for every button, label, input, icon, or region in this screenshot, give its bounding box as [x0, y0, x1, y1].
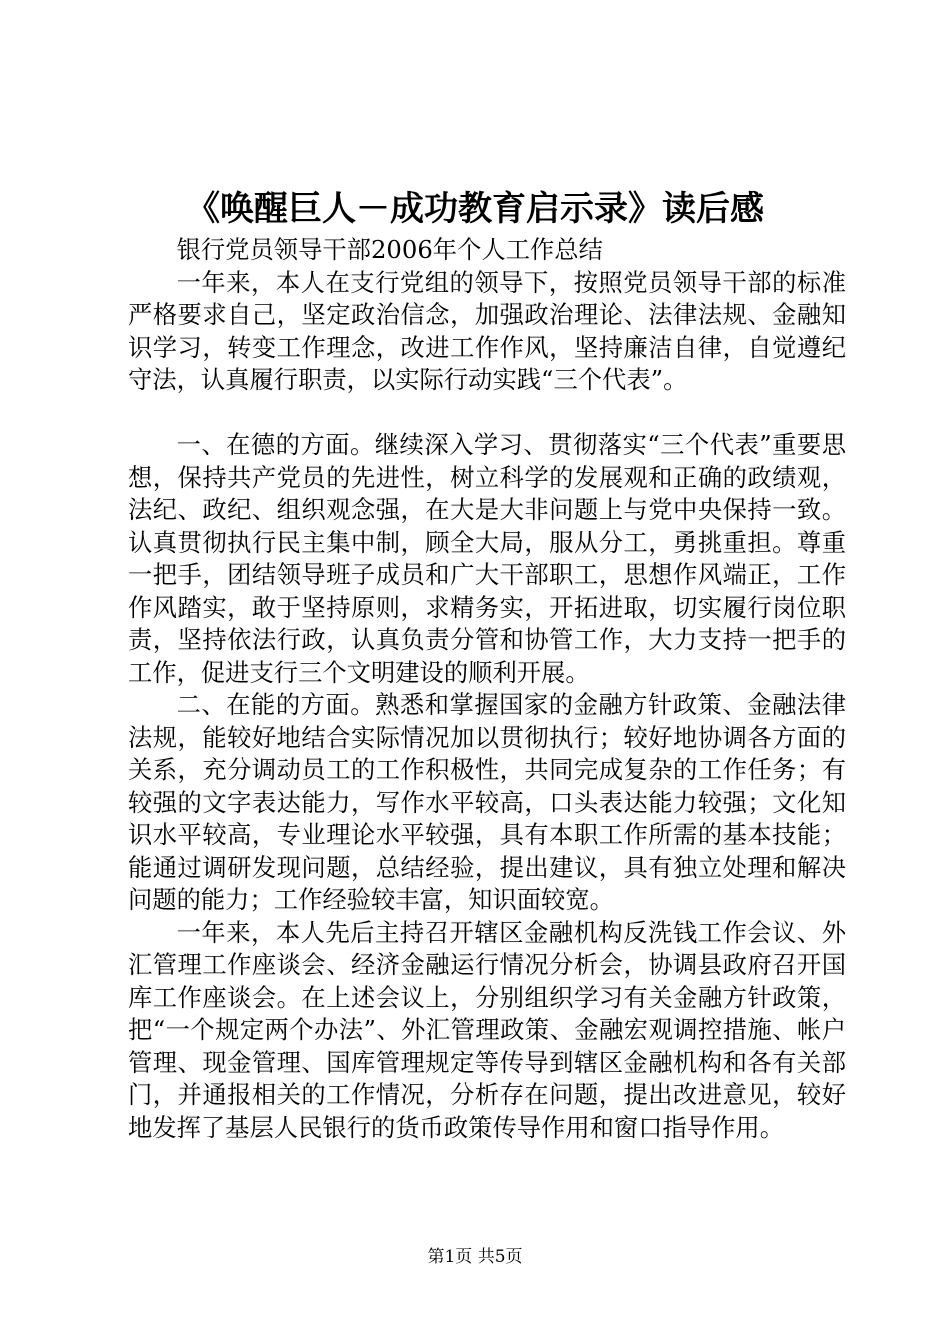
paragraph-spacer [128, 397, 846, 430]
virtue-paragraph: 一、在德的方面。继续深入学习、贯彻落实“三个代表”重要思想，保持共产党员的先进性，树立科学的发展观和正确的政绩观，法纪、政纪、组织观念强，在大是大非问题上与党中央保持一致。认真贯彻执行民主集中制，顾全大局，服从分工，勇挑重担。尊重一把手，团结领导班子成员和广大干部职工，思想作风端正，工作作风踏实，敢于坚持原则，求精务实，开拓进取，切实履行岗位职责，坚持依法行政，认真负责分管和协管工作，大力支持一把手的工作，促进支行三个文明建设的顺利开展。 [128, 430, 846, 687]
intro-paragraph: 一年来，本人在支行党组的领导下，按照党员领导干部的标准严格要求自己，坚定政治信念，加强政治理论、法律法规、金融知识学习，转变工作理念，改进工作作风，坚持廉洁自律，自觉遵纪守法，认真履行职责，以实际行动实践“三个代表”。 [128, 267, 846, 394]
page-number-footer: 第1页 共5页 [427, 1247, 523, 1267]
document-title: 《唤醒巨人－成功教育启示录》读后感 [186, 189, 764, 229]
work-summary-paragraph: 一年来，本人先后主持召开辖区金融机构反洗钱工作会议、外汇管理工作座谈会、经济金融运行情况分析会，协调县政府召开国库工作座谈会。在上述会议上，分别组织学习有关金融方针政策，把“一个规定两个办法”、外汇管理政策、金融宏观调控措施、帐户管理、现金管理、国库管理规定等传导到辖区金融机构和各有关部门，并通报相关的工作情况，分析存在问题，提出改进意见，较好地发挥了基层人民银行的货币政策传导作用和窗口指导作用。 [128, 917, 846, 1142]
document-body [128, 234, 846, 1144]
subtitle-paragraph: 银行党员领导干部2006年个人工作总结 [176, 235, 603, 264]
ability-paragraph: 二、在能的方面。熟悉和掌握国家的金融方针政策、金融法律法规，能较好地结合实际情况加以贯彻执行；较好地协调各方面的关系，充分调动员工的工作积极性，共同完成复杂的工作任务；有较强的文字表达能力，写作水平较高，口头表达能力较强；文化知识水平较高，专业理论水平较强，具有本职工作所需的基本技能；能通过调研发现问题，总结经验，提出建议，具有独立处理和解决问题的能力；工作经验较丰富，知识面较宽。 [128, 690, 846, 914]
